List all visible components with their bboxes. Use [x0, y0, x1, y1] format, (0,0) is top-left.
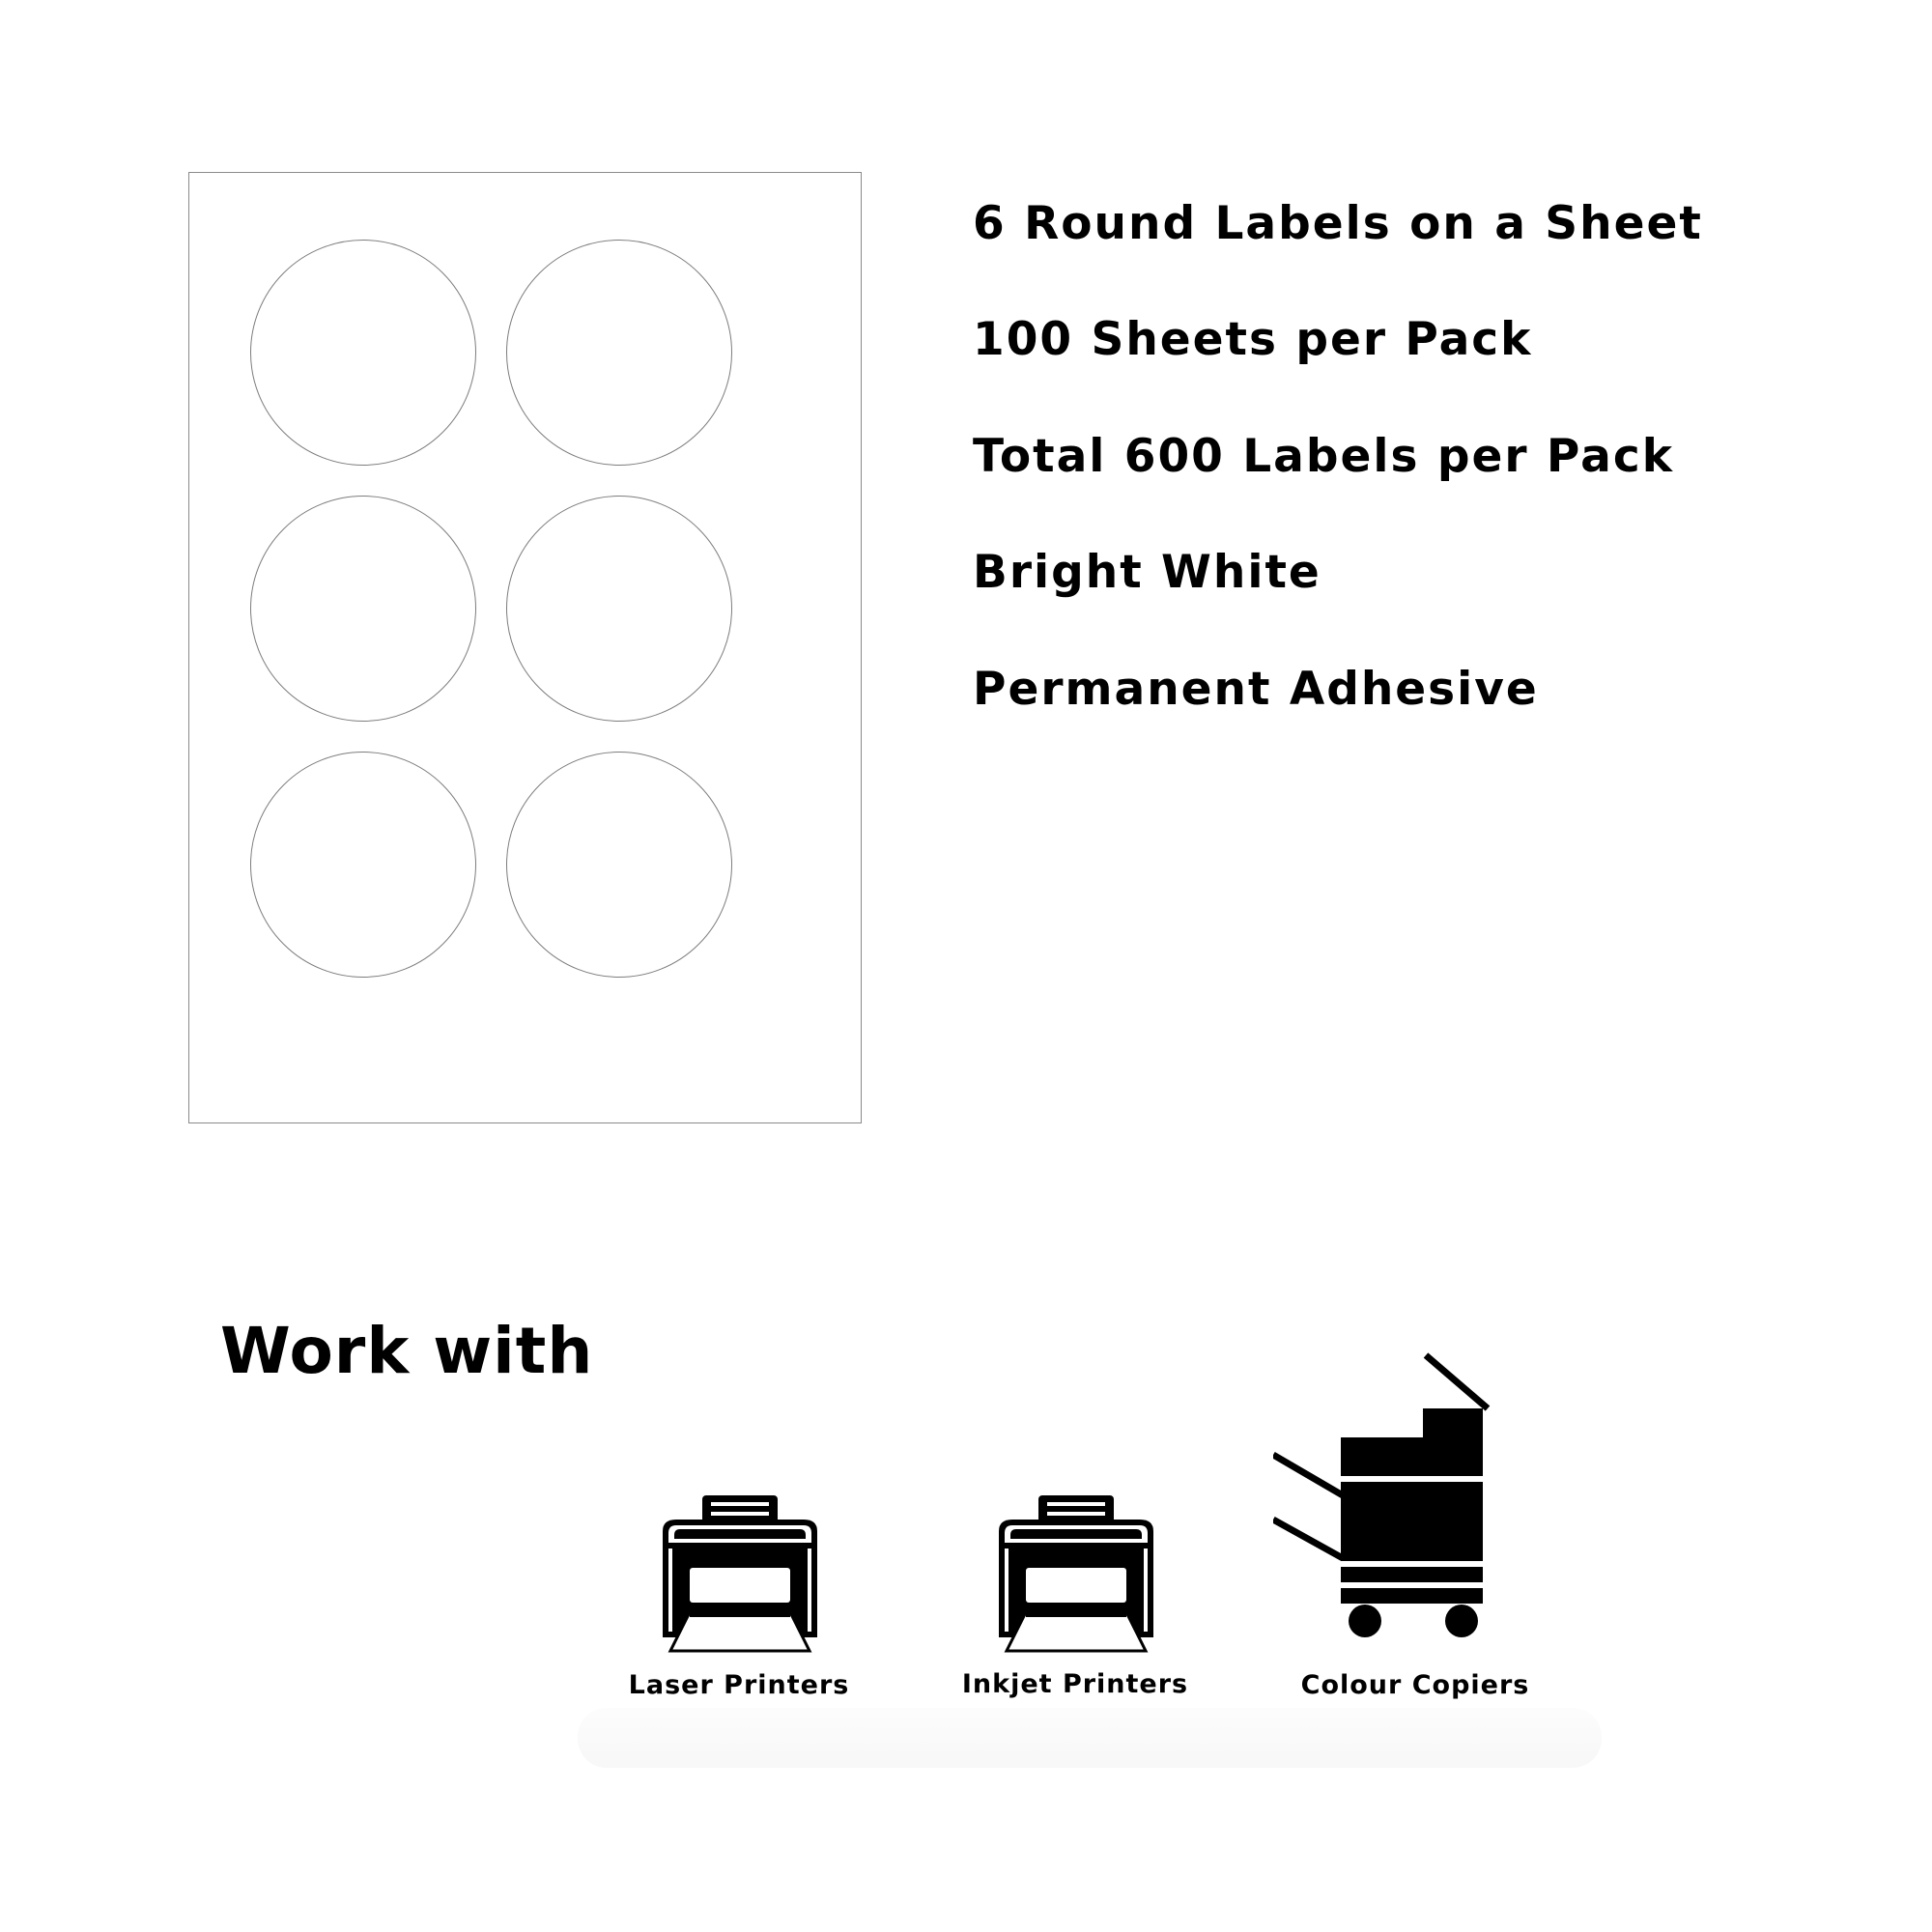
laser-printer-icon	[651, 1492, 829, 1653]
round-label	[506, 752, 732, 978]
colour-copiers-label: Colour Copiers	[1300, 1670, 1530, 1700]
round-label	[506, 240, 732, 466]
round-label	[250, 496, 476, 722]
feature-labels-per-sheet: 6 Round Labels on a Sheet	[973, 197, 1703, 250]
laser-printers-label: Laser Printers	[628, 1670, 850, 1700]
inkjet-printers-label: Inkjet Printers	[961, 1669, 1189, 1699]
shadow-decoration	[578, 1708, 1602, 1768]
round-label	[250, 752, 476, 978]
round-label	[506, 496, 732, 722]
feature-colour: Bright White	[973, 546, 1321, 599]
label-sheet	[188, 172, 862, 1123]
round-label	[250, 240, 476, 466]
inkjet-printer-icon	[987, 1492, 1165, 1653]
feature-total-labels: Total 600 Labels per Pack	[973, 430, 1674, 483]
feature-adhesive: Permanent Adhesive	[973, 663, 1539, 716]
colour-copier-icon	[1273, 1350, 1505, 1640]
feature-sheets-per-pack: 100 Sheets per Pack	[973, 313, 1533, 366]
work-with-title: Work with	[220, 1314, 594, 1388]
